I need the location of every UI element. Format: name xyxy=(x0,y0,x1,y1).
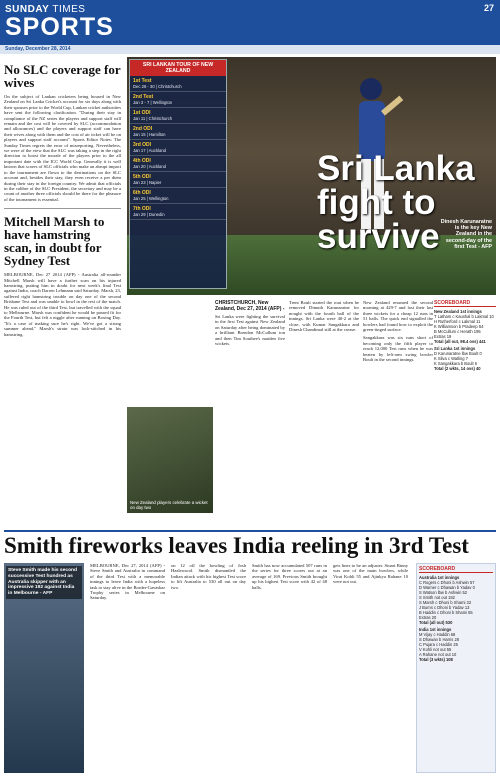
scoreboard-line: Total (all out, 98.4 ovs) 441 xyxy=(434,339,486,344)
tour-label: 1st Test xyxy=(133,78,152,84)
column xyxy=(363,300,433,362)
scoreboard-line: Total (2 wkts, 14 ovs) 40 xyxy=(434,366,481,371)
scoreboard xyxy=(434,300,496,371)
scoreboard-line: C Pujara c Haddin 25 xyxy=(419,642,458,647)
scoreboard-line: A Rahane not out 10 xyxy=(419,652,457,657)
feature-photo xyxy=(127,57,496,295)
scoreboard-line: T Latham c Kaushal b Lakmal 10 xyxy=(434,314,494,319)
scoreboard-line: S Marsh c Dhoni b Shami 32 xyxy=(419,600,472,605)
scoreboard-line: B Haddin c Dhoni b Shami 55 xyxy=(419,610,473,615)
story-body: MELBOURNE, Dec 27 2014 (AFP) - Australia all-rounder Mitchell Marsh will have a further scan on his injured hamstring, putting him in doubt for next week's final Test against India, coach Darren Lehmann said Saturday. Marsh, 23, suffered right hamstring trouble on day one of the second Brisbane Test and was unable to bowl in the rest of the match. He was ruled out of the third Test, but travelled with the squad to Melbourne. Marsh was confident he would be passed fit for the Fourth Test, but felt a niggle after running on Boxing Day. "It's a case of making sure he's right. We've got a strong summer ahead," Marsh's strain was lock-stitched in his hamstring. xyxy=(4,272,121,337)
tour-detail: Jan 3 - 7 | Wellington xyxy=(133,100,173,105)
byline: CHRISTCHURCH, New Zealand, Dec 27, 2014 (AFP) - xyxy=(215,300,285,312)
masthead xyxy=(0,0,500,45)
divider xyxy=(4,208,121,209)
bottom-photo-caption: Steve Smith made his second successive Test hundred as Australia skipper with an impressive 192 against India in Melbourne - AFP xyxy=(6,566,82,599)
scoreboard-line: S Smith not out 192 xyxy=(419,595,455,600)
bottom-photo xyxy=(4,563,84,773)
column xyxy=(90,563,165,601)
column xyxy=(289,300,359,332)
scoreboard-line: K Williamson b Pradeep 54 xyxy=(434,324,484,329)
scoreboard-title: SCOREBOARD xyxy=(434,300,496,307)
tour-detail: Jan 11 | Christchurch xyxy=(133,116,173,121)
team-photo xyxy=(127,407,213,513)
scoreboard-line: Extras 20 xyxy=(419,615,437,620)
story-headline: Mitchell Marsh to have hamstring scan, in doubt for Sydney Test xyxy=(4,214,105,269)
column-text: Sri Lanka were fighting the survival in the first Test against New Zealand on Saturday after being dominated by a brilliant Brendon McCullum ton and then Tim Southee's maiden five wickets. xyxy=(215,314,285,347)
tour-row xyxy=(130,172,226,188)
tour-label: 7th ODI xyxy=(133,206,151,212)
scoreboard-line: India 1st innings xyxy=(419,627,452,632)
scoreboard-line: Total (all out) 530 xyxy=(419,620,453,625)
feature-headline: Sri Lanka fight to survive xyxy=(317,149,475,256)
tour-row xyxy=(130,76,226,92)
masthead-times: TIMES xyxy=(52,4,86,15)
scoreboard-line: H Rutherford c Lakmal 11 xyxy=(434,319,481,324)
tour-row xyxy=(130,156,226,172)
tour-label: 4th ODI xyxy=(133,158,151,164)
scoreboard-line: K Sangakkara b Boult 6 xyxy=(434,361,478,366)
scoreboard-line: V Kohli not out 55 xyxy=(419,647,452,652)
masthead-sunday: SUNDAY xyxy=(5,4,50,15)
column xyxy=(215,300,285,346)
tour-label: 5th ODI xyxy=(133,174,151,180)
story-headline: No SLC coverage for wives xyxy=(4,62,121,90)
scoreboard-line: C Rogers c Dhoni b Ashwin 57 xyxy=(419,580,475,585)
photo-caption: Dinesh Karunaratne is the key New Zealand in the second-day of the first Test - AFP xyxy=(440,219,492,250)
tour-row xyxy=(130,204,226,220)
feature-story xyxy=(127,57,496,527)
scoreboard-line: Sri Lanka 1st innings xyxy=(434,346,476,351)
tour-detail: Jan 25 | Wellington xyxy=(133,196,169,201)
scoreboard-line: D Warner c Dhawan b Yadav 0 xyxy=(419,585,475,590)
scoreboard-line: Extras 19 xyxy=(434,334,452,339)
scoreboard-line: J Burns c Dhoni b Yadav 13 xyxy=(419,605,470,610)
tour-title: SRI LANKAN TOUR OF NEW ZEALAND xyxy=(130,60,226,76)
column-text: Trent Boult started the rout when he removed Dimuth Karunaratne for nought with the fourth ball of the innings. Sri Lanka were 40-2 at the close, with Kumar Sangakkara and Dinesh Chandimal still at the crease. xyxy=(289,300,359,333)
tour-detail: Jan 29 | Dunedin xyxy=(133,212,165,217)
tour-schedule xyxy=(129,59,227,289)
scoreboard-line: Australia 1st innings xyxy=(419,575,460,580)
tour-detail: Dec 26 - 30 | Christchurch xyxy=(133,84,182,89)
scoreboard-line: B McCullum c Herath 195 xyxy=(434,329,481,334)
tour-detail: Jan 20 | Auckland xyxy=(133,164,166,169)
story-body: On the subject of Lankan cricketers being housed in New Zealand on Sri Lanka Cricket's account for six days along with their spouses prior to the World Cup, Lankan cricket authorities have sent the following clarification. "During their stay in compliance of the NZ series the players and support staff will remain and the cost will be covered by SLC (accommodation and allowances) and the players and support staff can have their wives along with them and the cost of air ticket will be on players and support staff account". Sports Editor Notes: The Sunday Times regrets the error of misreporting. Nevertheless, we were of the view that the SLC was taking a step in the right direction to boost the morale of the players prior to the all important date with the ICC World Cup. Generally it is well known that scores of SLC officials who make an abrupt impact to the tournament are flown to the destinations on the SLC account and, besides their stay, they even receive a per diem during their stay in the foreign country. We admit that officials in the calibre of the SLC President, the secretary and may be a count of another three officials should be there for the pleasure of the tournament is essential. xyxy=(4,94,121,202)
tour-label: 6th ODI xyxy=(133,190,151,196)
scoreboard-line: Total (3 wkts) 108 xyxy=(419,657,453,662)
tour-detail: Jan 23 | Napier xyxy=(133,180,162,185)
column xyxy=(171,563,246,590)
column-text: on 12 off the bowling of Josh Hazlewood. Smith dismantled the Indian attack with his highest Test score to lift Australia to 530 all out on day two. xyxy=(171,563,246,590)
column-text: New Zealand resumed the second morning at 429-7 and lost their last three wickets for a cheap 12 runs in 51 balls. The quick end signalled the bowlers had found how to exploit the green-tinged surface. xyxy=(363,300,433,333)
tour-row xyxy=(130,108,226,124)
tour-row xyxy=(130,188,226,204)
scoreboard-line: M Vijay c Haddin 68 xyxy=(419,632,456,637)
tour-row xyxy=(130,124,226,140)
left-column xyxy=(4,57,121,337)
column-text: gets lines to be an adjuster. Stuart Binny was one of the main bowlers, while Virat Kohli 55 and Ajinkya Rahane 10 were not out. xyxy=(333,563,408,585)
tour-detail: Jan 17 | Auckland xyxy=(133,148,166,153)
tour-label: 2nd ODI xyxy=(133,126,153,132)
column-text: Sangakkara was six runs short of becoming only the fifth player to reach 12,000 Test runs when he was beaten by left-arm swing bowler Boult in the second innings. xyxy=(363,335,433,363)
section-title: SPORTS xyxy=(5,13,114,41)
divider xyxy=(4,530,496,532)
column xyxy=(252,563,327,590)
scoreboard-line: K Silva c Watling 7 xyxy=(434,356,468,361)
scoreboard xyxy=(416,563,496,773)
scoreboard-title: SCOREBOARD xyxy=(419,566,493,573)
scoreboard-line: S Watson lbw b Ashwin 52 xyxy=(419,590,468,595)
scoreboard-line: D Karunaratne lbw Boult 0 xyxy=(434,351,482,356)
scoreboard-line: New Zealand 1st innings xyxy=(434,309,482,314)
bottom-headline: Smith fireworks leaves India reeling in 3rd Test xyxy=(4,533,469,558)
tour-detail: Jan 15 | Hamilton xyxy=(133,132,166,137)
scoreboard-line: S Dhawan b Harris 28 xyxy=(419,637,460,642)
tour-row xyxy=(130,92,226,108)
tour-label: 1st ODI xyxy=(133,110,151,116)
column xyxy=(333,563,408,585)
tour-label: 3rd ODI xyxy=(133,142,152,148)
column-text: Smith has now accumulated 507 runs in the series for three scores out at an average of 169. Previous Smith brought up his highest Test score with 42 of 48 balls. xyxy=(252,563,327,590)
tour-row xyxy=(130,140,226,156)
column-text: MELBOURNE, Dec 27, 2014 (AFP) - Steve Smith and Australia in command of the third Test with a memorable innings to leave India with a hopeless task to stay alive in the Border-Gavaskar Trophy series in Melbourne on Saturday. xyxy=(90,563,165,601)
page-number: 27 xyxy=(483,3,494,13)
team-photo-caption: New Zealand players celebrate a wicket on day two xyxy=(130,500,208,510)
tour-label: 2nd Test xyxy=(133,94,154,100)
dateline: Sunday, December 28, 2014 xyxy=(0,45,500,54)
